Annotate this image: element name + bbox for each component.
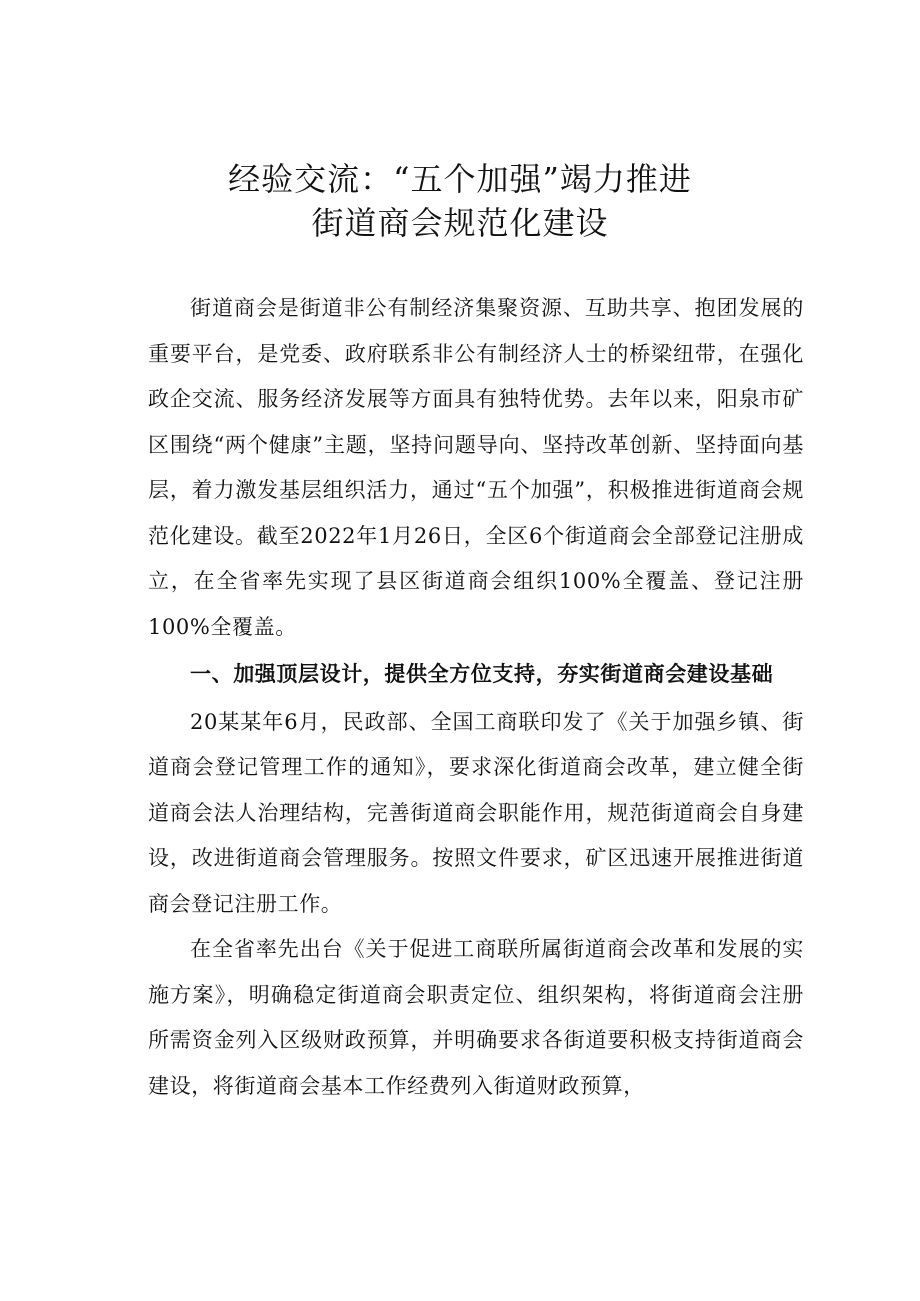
document-body (148, 286, 804, 1109)
body-paragraph-intro: 街道商会是街道非公有制经济集聚资源、互助共享、抱团发展的重要平台，是党委、政府联系非公有制经济人士的桥梁纽带，在强化政企交流、服务经济发展等方面具有独特优势。去年以来，阳泉市矿区围绕“两个健康”主题，坚持问题导向、坚持改革创新、坚持面向基层，着力激发基层组织活力，通过“五个加强”，积极推进街道商会规范化建设。截至2022年1月26日，全区6个街道商会全部登记注册成立，在全省率先实现了县区街道商会组织100%全覆盖、登记注册100%全覆盖。 (148, 296, 804, 639)
document-title-line-1: 经验交流：“五个加强”竭力推进 (228, 160, 692, 198)
body-paragraph-3: 在全省率先出台《关于促进工商联所属街道商会改革和发展的实施方案》，明确稳定街道商会职责定位、组织架构，将街道商会注册所需资金列入区级财政预算，并明确要求各街道要积极支持街道商会建设，将街道商会基本工作经费列入街道财政预算， (148, 937, 804, 1098)
section-heading-1: 一、加强顶层设计，提供全方位支持，夯实街道商会建设基础 (190, 662, 774, 686)
body-paragraph-2: 20某某年6月，民政部、全国工商联印发了《关于加强乡镇、街道商会登记管理工作的通知》，要求深化街道商会改革，建立健全街道商会法人治理结构，完善街道商会职能作用，规范街道商会自身建设，改进街道商会管理服务。按照文件要求，矿区迅速开展推进街道商会登记注册工作。 (148, 709, 804, 916)
document-title-line-2: 街道商会规范化建设 (311, 204, 609, 242)
